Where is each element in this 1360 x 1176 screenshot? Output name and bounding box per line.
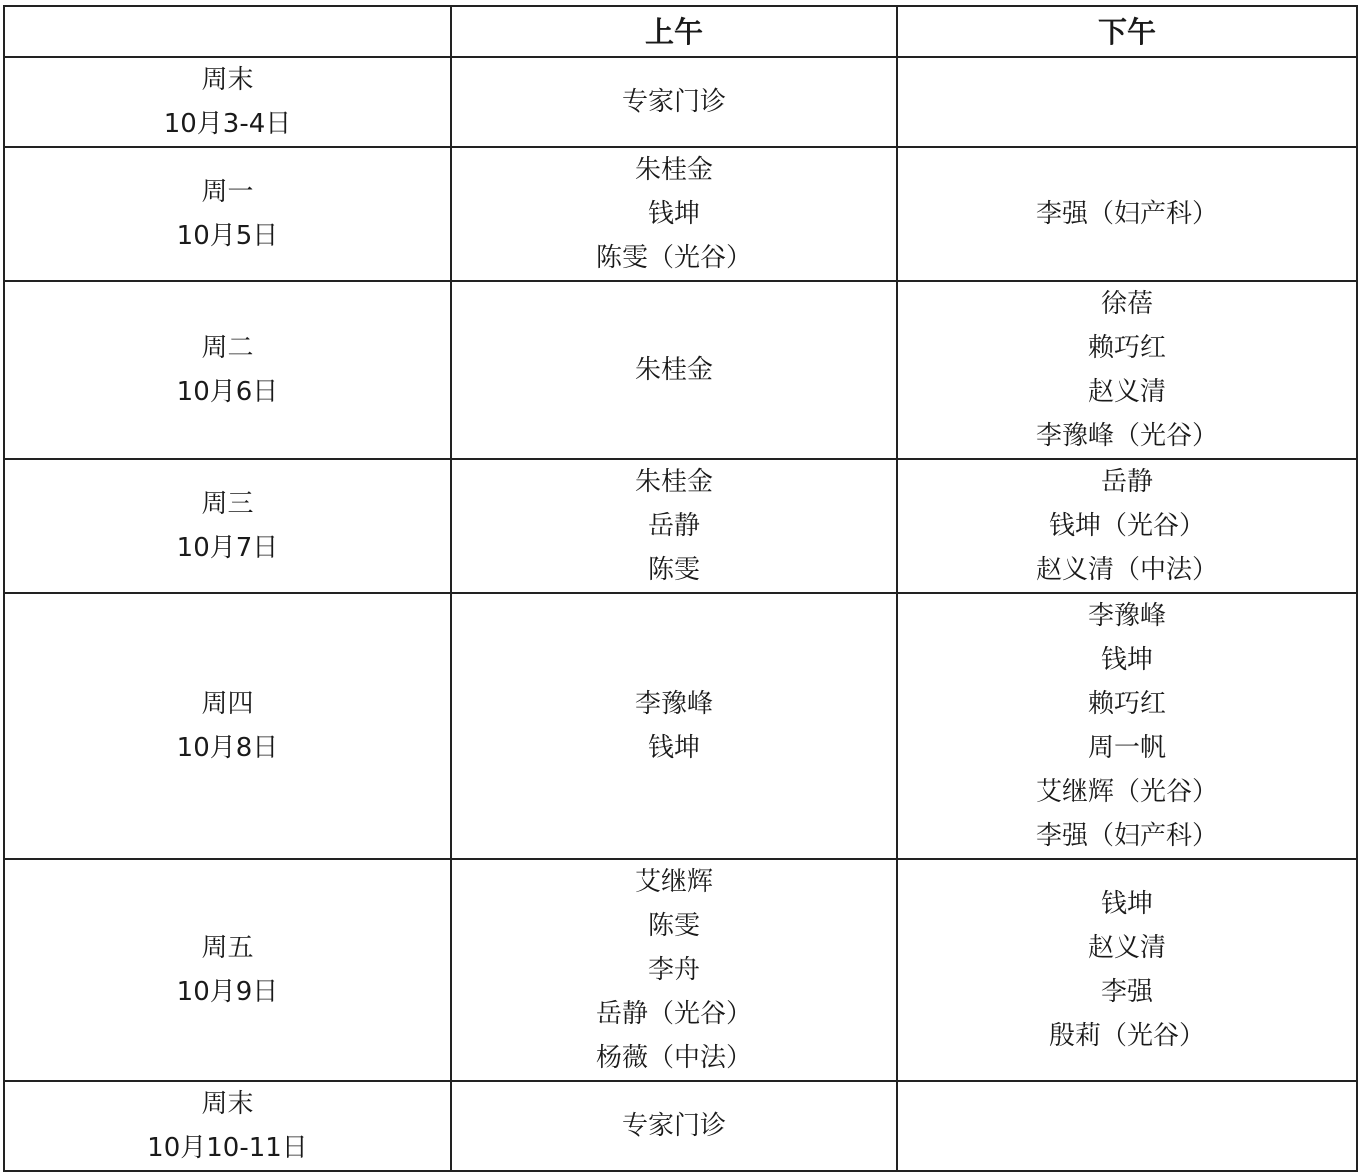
day-cell bbox=[4, 57, 451, 147]
day-cell bbox=[4, 1081, 451, 1171]
day-label: 周三 bbox=[201, 489, 254, 519]
day-label: 周末 bbox=[201, 1089, 254, 1119]
morning-cell bbox=[451, 593, 897, 859]
day-label: 周五 bbox=[201, 933, 254, 963]
morning-entry: 朱桂金 bbox=[634, 467, 713, 497]
afternoon-entry: 殷莉（光谷） bbox=[1048, 1021, 1205, 1051]
morning-entry: 艾继辉 bbox=[634, 867, 713, 897]
day-label: 周二 bbox=[201, 333, 254, 363]
morning-entry: 陈雯 bbox=[647, 555, 700, 585]
morning-entry: 专家门诊 bbox=[621, 87, 726, 117]
afternoon-cell bbox=[897, 147, 1357, 281]
afternoon-cell bbox=[897, 1081, 1357, 1171]
date-label: 10月8日 bbox=[176, 733, 279, 763]
afternoon-cell bbox=[897, 281, 1357, 459]
day-cell bbox=[4, 859, 451, 1081]
table-row bbox=[4, 859, 1357, 1081]
morning-cell bbox=[451, 859, 897, 1081]
afternoon-entry: 赵义清（中法） bbox=[1035, 555, 1218, 585]
day-cell bbox=[4, 147, 451, 281]
table-row bbox=[4, 57, 1357, 147]
date-label: 10月10-11日 bbox=[147, 1133, 308, 1163]
morning-entry: 朱桂金 bbox=[634, 355, 713, 385]
table-row bbox=[4, 281, 1357, 459]
morning-entry: 陈雯（光谷） bbox=[595, 243, 752, 273]
afternoon-cell bbox=[897, 593, 1357, 859]
table-row bbox=[4, 147, 1357, 281]
afternoon-entry: 徐蓓 bbox=[1100, 289, 1153, 319]
afternoon-cell bbox=[897, 57, 1357, 147]
day-cell bbox=[4, 281, 451, 459]
afternoon-entry: 赖巧红 bbox=[1087, 333, 1166, 363]
day-label: 周一 bbox=[201, 177, 254, 207]
afternoon-entry: 赖巧红 bbox=[1087, 689, 1166, 719]
afternoon-cell bbox=[897, 459, 1357, 593]
morning-cell bbox=[451, 459, 897, 593]
afternoon-entry: 李豫峰 bbox=[1087, 601, 1166, 631]
date-label: 10月7日 bbox=[176, 533, 279, 563]
morning-entry: 岳静（光谷） bbox=[595, 999, 752, 1029]
afternoon-entry: 赵义清 bbox=[1087, 933, 1166, 963]
afternoon-entry: 钱坤 bbox=[1100, 645, 1153, 675]
header-blank bbox=[4, 6, 451, 57]
table-row bbox=[4, 459, 1357, 593]
afternoon-entry: 艾继辉（光谷） bbox=[1035, 777, 1218, 807]
schedule-table bbox=[3, 5, 1358, 1172]
day-cell bbox=[4, 459, 451, 593]
afternoon-entry: 周一帆 bbox=[1087, 733, 1166, 763]
date-label: 10月5日 bbox=[176, 221, 279, 251]
header-morning: 上午 bbox=[451, 6, 897, 57]
table-row bbox=[4, 1081, 1357, 1171]
morning-entry: 专家门诊 bbox=[621, 1111, 726, 1141]
day-label: 周四 bbox=[201, 689, 254, 719]
morning-cell bbox=[451, 1081, 897, 1171]
afternoon-entry: 李豫峰（光谷） bbox=[1035, 421, 1218, 451]
header-afternoon: 下午 bbox=[897, 6, 1357, 57]
date-label: 10月9日 bbox=[176, 977, 279, 1007]
day-label: 周末 bbox=[201, 65, 254, 95]
morning-entry: 李豫峰 bbox=[634, 689, 713, 719]
morning-entry: 陈雯 bbox=[647, 911, 700, 941]
afternoon-entry: 钱坤（光谷） bbox=[1048, 511, 1205, 541]
afternoon-entry: 岳静 bbox=[1100, 467, 1153, 497]
table-row bbox=[4, 593, 1357, 859]
morning-entry: 杨薇（中法） bbox=[595, 1043, 752, 1073]
afternoon-entry: 李强 bbox=[1100, 977, 1153, 1007]
morning-cell bbox=[451, 57, 897, 147]
morning-entry: 钱坤 bbox=[647, 199, 700, 229]
afternoon-entry: 赵义清 bbox=[1087, 377, 1166, 407]
morning-entry: 钱坤 bbox=[647, 733, 700, 763]
afternoon-entry: 李强（妇产科） bbox=[1035, 199, 1218, 229]
morning-entry: 朱桂金 bbox=[634, 155, 713, 185]
date-label: 10月6日 bbox=[176, 377, 279, 407]
morning-cell bbox=[451, 281, 897, 459]
afternoon-cell bbox=[897, 859, 1357, 1081]
afternoon-entry: 钱坤 bbox=[1100, 889, 1153, 919]
date-label: 10月3-4日 bbox=[163, 109, 292, 139]
morning-entry: 岳静 bbox=[647, 511, 700, 541]
morning-cell bbox=[451, 147, 897, 281]
header-row bbox=[4, 6, 1357, 57]
morning-entry: 李舟 bbox=[647, 955, 700, 985]
afternoon-entry: 李强（妇产科） bbox=[1035, 821, 1218, 851]
day-cell bbox=[4, 593, 451, 859]
